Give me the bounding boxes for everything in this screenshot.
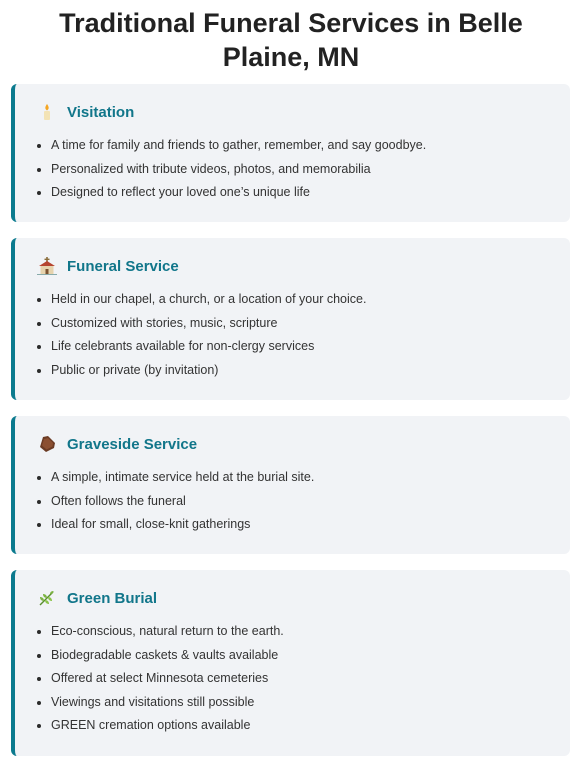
service-card-title: Graveside Service — [67, 435, 198, 453]
service-card-list — [39, 620, 550, 738]
service-card-header — [39, 100, 550, 124]
chapel-icon — [37, 256, 57, 276]
candle-icon — [37, 102, 57, 122]
leaf-icon — [37, 588, 57, 608]
coffin-icon — [37, 434, 57, 454]
list-item: A simple, intimate service held at the burial site. — [39, 466, 550, 490]
service-card-list — [39, 134, 550, 205]
service-card-graveside-service — [11, 416, 570, 554]
service-card-funeral-service — [11, 238, 570, 400]
list-item: Biodegradable caskets & vaults available — [39, 644, 550, 668]
service-card-header — [39, 586, 550, 610]
list-item: Customized with stories, music, scripture — [39, 312, 550, 336]
list-item: Held in our chapel, a church, or a location of your choice. — [39, 288, 550, 312]
list-item: A time for family and friends to gather, remember, and say goodbye. — [39, 134, 550, 158]
service-card-header — [39, 432, 550, 456]
list-item: Public or private (by invitation) — [39, 359, 550, 383]
service-card-list — [39, 466, 550, 537]
list-item: GREEN cremation options available — [39, 714, 550, 738]
list-item: Personalized with tribute videos, photos, and memorabilia — [39, 158, 550, 182]
list-item: Offered at select Minnesota cemeteries — [39, 667, 550, 691]
service-card-visitation — [11, 84, 570, 222]
service-card-title: Green Burial — [67, 589, 158, 607]
service-card-title: Visitation — [67, 103, 135, 121]
service-card-header — [39, 254, 550, 278]
page-title: Traditional Funeral Services in Belle Plaine, MN — [59, 8, 523, 72]
list-item: Ideal for small, close-knit gatherings — [39, 513, 550, 537]
list-item: Life celebrants available for non-clergy services — [39, 335, 550, 359]
list-item: Eco-conscious, natural return to the earth. — [39, 620, 550, 644]
service-card-title: Funeral Service — [67, 257, 179, 275]
service-card-green-burial — [11, 570, 570, 756]
list-item: Viewings and visitations still possible — [39, 691, 550, 715]
list-item: Often follows the funeral — [39, 490, 550, 514]
list-item: Designed to reflect your loved one’s unique life — [39, 181, 550, 205]
service-card-list — [39, 288, 550, 382]
